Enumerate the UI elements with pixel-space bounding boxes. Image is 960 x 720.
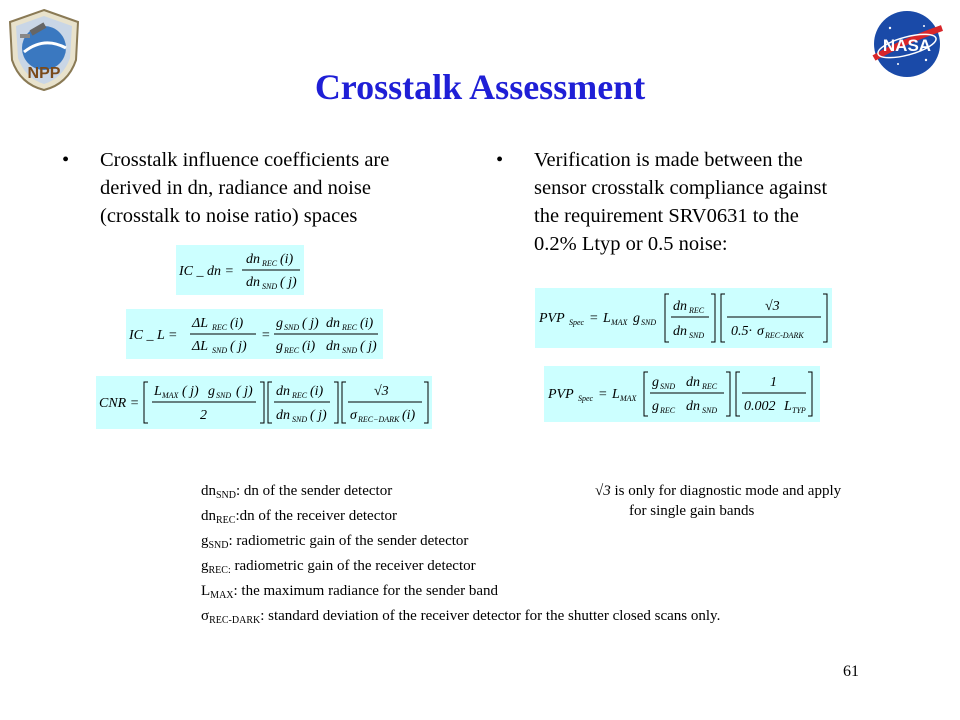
eq-pvp1-lmax: L [603, 311, 611, 326]
eq-ic-dn-num: dn [246, 252, 260, 267]
legend-item: $g_{REC:}$ radiometric gain of the receiver detector [201, 558, 476, 576]
slide-title: Crosstalk Assessment [314, 67, 646, 107]
eq-cnr-dnrec: dn [276, 384, 290, 399]
eq-pvp2-dnrec: dn [686, 375, 700, 390]
eq-pvp1-g: g [633, 311, 640, 326]
eq-ic-l-eq: = [261, 328, 271, 343]
eq-ic-dn-num-arg: (i) [280, 252, 294, 267]
eq-cnr-i2: (i) [402, 408, 416, 423]
eq-pvp1-eq: = [589, 311, 599, 326]
eq-pvp2-eq: = [598, 387, 608, 402]
bullet-right-line-2: sensor crosstalk compliance against [534, 177, 828, 199]
eq-ic-l-j: ( j) [302, 316, 319, 331]
eq-ic-dn-den-sub: SND [262, 282, 278, 291]
eq-cnr-dnsnd-sub: SND [292, 415, 308, 424]
eq-pvp1-lhs: PVP [539, 311, 565, 326]
eq-pvp2-lhs-sub: Spec [578, 394, 594, 403]
eq-pvp1-lhs-sub: Spec [569, 318, 585, 327]
eq-pvp2-lmax-sub: MAX [620, 394, 637, 403]
eq-ic-dn-den-arg: ( j) [280, 275, 297, 290]
eq-pvp2-dnsnd: dn [686, 399, 700, 414]
eq-cnr-g: g [208, 384, 215, 399]
legend-item: $dn_{REC}:dn$ of the receiver detector [201, 508, 398, 526]
eq-pvp1-dnrec-sub: REC [689, 306, 705, 315]
legend-item: $\sigma_{REC-DARK}$: standard deviation of the receiver detector for the shutter closed scans only. [201, 608, 721, 626]
eq-ic-dn-lhs: IC _ dn = [179, 264, 234, 279]
eq-ic-l-dnsnd: dn [326, 339, 340, 354]
eq-ic-l-gsnd: g [276, 316, 283, 331]
bullet-right-line-4: 0.2% Ltyp or 0.5 noise: [534, 233, 728, 255]
eq-ic-l-gsnd-sub: SND [284, 323, 300, 332]
eq-pvp1-lmax-sub: MAX [611, 318, 628, 327]
eq-pvp2-gsnd-sub: SND [660, 382, 676, 391]
eq-ic-l-dnrec: dn [326, 316, 340, 331]
eq-pvp2-dnsnd-sub: SND [702, 406, 718, 415]
equation-ic-l [126, 309, 383, 359]
bullet-left [62, 146, 462, 236]
eq-cnr-lmax-sub: MAX [162, 391, 179, 400]
eq-ic-l-f1-den-sub: SND [212, 346, 228, 355]
sqrt3-note [595, 481, 915, 523]
eq-cnr-two: 2 [200, 408, 207, 423]
eq-pvp2-dnrec-sub: REC [702, 382, 718, 391]
eq-ic-l-f1-den: ΔL [192, 339, 209, 354]
eq-ic-dn-den: dn [246, 275, 260, 290]
eq-pvp1-sigma-sub: REC-DARK [765, 331, 804, 340]
eq-cnr-sqrt3: √3 [374, 384, 389, 399]
eq-ic-l-lhs: IC _ L = [129, 328, 178, 343]
eq-ic-l-grec-sub: REC [284, 346, 300, 355]
eq-ic-l-j-bot: ( j) [360, 339, 377, 354]
eq-ic-l-f1-den-arg: ( j) [230, 339, 247, 354]
equation-pvp-1 [535, 288, 832, 348]
bullet-marker: • [62, 149, 70, 171]
bullet-left-line-2: derived in dn, radiance and noise [100, 177, 371, 199]
eq-pvp2-one: 1 [770, 375, 777, 390]
eq-ic-l-f1-num: ΔL [192, 316, 209, 331]
equation-pvp-2 [544, 366, 820, 422]
eq-cnr-dnrec-sub: REC [292, 391, 308, 400]
eq-cnr-sigma-sub: REC−DARK [358, 415, 400, 424]
eq-pvp1-sqrt3: √3 [765, 299, 780, 314]
eq-pvp1-sigma: σ [757, 324, 764, 339]
eq-ic-l-grec: g [276, 339, 283, 354]
eq-pvp2-grec: g [652, 399, 659, 414]
eq-ic-l-f1-num-sub: REC [212, 323, 228, 332]
eq-ic-l-dnsnd-sub: SND [342, 346, 358, 355]
bullet-left-line-1: Crosstalk influence coefficients are [100, 149, 390, 171]
eq-cnr-sigma: σ [350, 408, 357, 423]
eq-cnr-j2: ( j) [236, 384, 253, 399]
eq-ic-l-i: (i) [302, 339, 316, 354]
eq-pvp2-den-prefix: 0.002 [744, 399, 776, 414]
eq-pvp2-lmax: L [612, 387, 620, 402]
legend-item: $g_{SND}$: radiometric gain of the sender detector [201, 533, 469, 551]
eq-pvp1-g-sub: SND [641, 318, 657, 327]
sqrt3-note-line-2: for single gain bands [629, 503, 755, 519]
eq-ic-dn-num-sub: REC [262, 259, 278, 268]
eq-cnr-dnsnd: dn [276, 408, 290, 423]
eq-pvp1-dnsnd-sub: SND [689, 331, 705, 340]
eq-cnr-j: ( j) [182, 384, 199, 399]
eq-ic-l-f1-num-arg: (i) [230, 316, 244, 331]
equation-ic-dn [176, 245, 304, 295]
eq-pvp2-grec-sub: REC [660, 406, 676, 415]
eq-cnr-lhs: CNR = [99, 396, 140, 411]
equation-cnr [96, 376, 432, 429]
bullet-marker: • [496, 149, 504, 171]
eq-cnr-g-sub: SND [216, 391, 232, 400]
eq-cnr-i: (i) [310, 384, 324, 399]
nasa-logo-text: NASA [882, 36, 932, 55]
eq-ic-l-dnrec-sub: REC [342, 323, 358, 332]
eq-pvp1-den-prefix: 0.5· [731, 324, 752, 339]
bullet-left-line-3: (crosstalk to noise ratio) spaces [100, 205, 358, 227]
sqrt3-note-line-1: is only for diagnostic mode and apply [610, 483, 842, 499]
eq-pvp1-dnsnd: dn [673, 324, 687, 339]
eq-cnr-j3: ( j) [310, 408, 327, 423]
bullet-right-line-3: the requirement SRV0631 to the [534, 205, 799, 227]
eq-pvp2-gsnd: g [652, 375, 659, 390]
eq-pvp2-lhs: PVP [548, 387, 574, 402]
eq-ic-l-i-top: (i) [360, 316, 374, 331]
eq-pvp2-ltyp: L [784, 399, 792, 414]
bullet-right [496, 146, 916, 266]
legend-item: $L_{MAX}$: the maximum radiance for the sender band [201, 583, 499, 601]
bullet-right-line-1: Verification is made between the [534, 149, 803, 171]
page-number: 61 [843, 663, 859, 680]
eq-cnr-lmax: L [154, 384, 162, 399]
sqrt3-symbol: √3 [595, 483, 611, 499]
npp-logo-text: NPP [27, 65, 61, 82]
eq-pvp1-dnrec: dn [673, 299, 687, 314]
eq-pvp2-ltyp-sub: TYP [792, 406, 806, 415]
legend-item: $dn_{SND}$: dn of the sender detector [201, 483, 393, 501]
